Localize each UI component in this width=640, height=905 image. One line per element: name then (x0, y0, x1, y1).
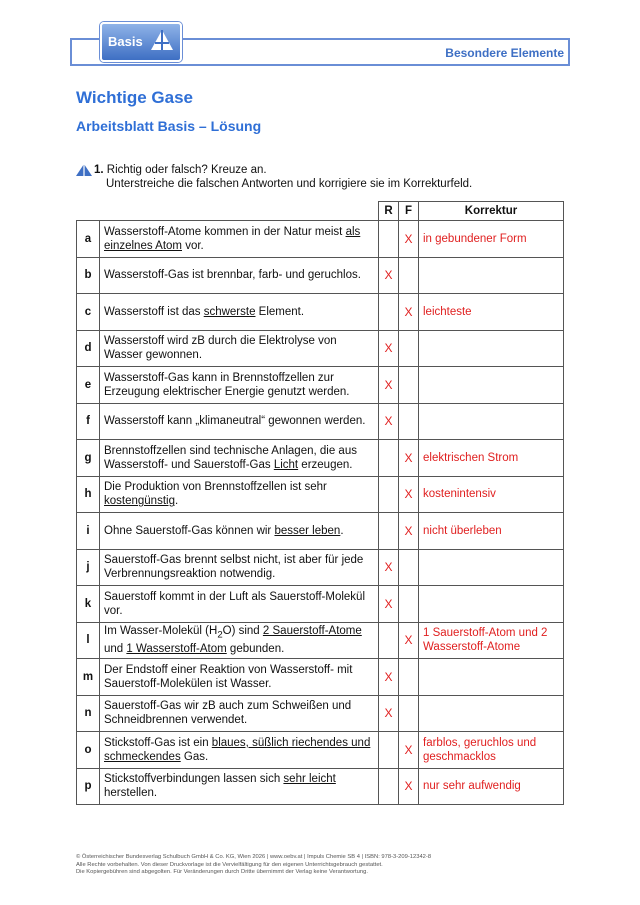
table-row (77, 367, 564, 404)
row-statement: Der Endstoff einer Reaktion von Wasserstoff- mit Sauerstoff-Molekülen ist Wasser. (100, 659, 379, 696)
row-richtig-mark: X (379, 659, 399, 696)
table-row (77, 294, 564, 331)
row-letter: p (77, 768, 100, 805)
task-line-1: Richtig oder falsch? Kreuze an. (106, 164, 267, 176)
table-row (77, 586, 564, 623)
row-falsch-mark (399, 367, 419, 404)
header-f: F (399, 202, 419, 221)
row-statement: Brennstoffzellen sind technische Anlagen, die aus Wasserstoff- und Sauerstoff-Gas Licht erzeugen. (100, 440, 379, 477)
row-statement: Sauerstoff-Gas wir zB auch zum Schweißen und Schneidbrennen verwendet. (100, 695, 379, 732)
row-statement: Wasserstoff-Gas kann in Brennstoffzellen zur Erzeugung elektrischer Energie genutzt werden. (100, 367, 379, 404)
row-statement: Wasserstoff-Gas ist brennbar, farb- und geruchlos. (100, 257, 379, 294)
row-richtig-mark: X (379, 549, 399, 586)
row-korrektur: kostenintensiv (419, 476, 564, 513)
table-row (77, 732, 564, 769)
row-falsch-mark (399, 403, 419, 440)
row-korrektur: nur sehr aufwendig (419, 768, 564, 805)
row-letter: d (77, 330, 100, 367)
row-statement: Stickstoff-Gas ist ein blaues, süßlich riechendes und schmeckendes Gas. (100, 732, 379, 769)
table-row (77, 695, 564, 732)
row-richtig-mark: X (379, 367, 399, 404)
row-statement: Ohne Sauerstoff-Gas können wir besser leben. (100, 513, 379, 550)
row-letter: o (77, 732, 100, 769)
table-row (77, 257, 564, 294)
logo-text: Basis (108, 34, 143, 49)
row-richtig-mark (379, 768, 399, 805)
row-richtig-mark: X (379, 586, 399, 623)
row-falsch-mark (399, 695, 419, 732)
row-richtig-mark (379, 440, 399, 477)
row-korrektur: leichteste (419, 294, 564, 331)
table-row (77, 659, 564, 696)
row-richtig-mark (379, 476, 399, 513)
row-korrektur (419, 403, 564, 440)
row-letter: k (77, 586, 100, 623)
table-row (77, 403, 564, 440)
section-label: Besondere Elemente (445, 46, 564, 60)
row-falsch-mark (399, 659, 419, 696)
row-falsch-mark: X (399, 768, 419, 805)
row-korrektur: in gebundener Form (419, 221, 564, 258)
basis-level-icon (76, 164, 92, 176)
row-falsch-mark: X (399, 440, 419, 477)
row-korrektur: elektrischen Strom (419, 440, 564, 477)
task-number: 1. (94, 164, 104, 176)
row-korrektur: farblos, geruchlos und geschmacklos (419, 732, 564, 769)
row-statement: Im Wasser-Molekül $(H_2O)$ sind 2 Sauerstoff-Atome und 1 Wasserstoff-Atom gebunden. (100, 622, 379, 659)
row-richtig-mark: X (379, 257, 399, 294)
row-korrektur: 1 Sauerstoff-Atom und 2 Wasserstoff-Atome (419, 622, 564, 659)
row-falsch-mark: X (399, 513, 419, 550)
row-statement: Wasserstoff kann „klimaneutral“ gewonnen werden. (100, 403, 379, 440)
row-statement: Sauerstoff-Gas brennt selbst nicht, ist aber für jede Verbrennungsreaktion notwendig. (100, 549, 379, 586)
pyramid-icon (150, 28, 174, 52)
table-row (77, 549, 564, 586)
header-r: R (379, 202, 399, 221)
row-korrektur (419, 330, 564, 367)
footer-line-3: Die Kopiergebühren sind abgegolten. Für Veränderungen durch Dritte übernimmt der Verlag keine Verantwortung. (76, 869, 368, 875)
row-letter: e (77, 367, 100, 404)
row-falsch-mark (399, 257, 419, 294)
row-richtig-mark (379, 221, 399, 258)
row-letter: l (77, 622, 100, 659)
row-richtig-mark (379, 513, 399, 550)
row-letter: i (77, 513, 100, 550)
row-letter: j (77, 549, 100, 586)
row-letter: f (77, 403, 100, 440)
row-falsch-mark (399, 549, 419, 586)
footer (76, 854, 431, 877)
page-title: Wichtige Gase (76, 88, 193, 107)
row-richtig-mark (379, 294, 399, 331)
row-falsch-mark: X (399, 294, 419, 331)
row-falsch-mark: X (399, 221, 419, 258)
row-statement: Wasserstoff wird zB durch die Elektrolyse von Wasser gewonnen. (100, 330, 379, 367)
footer-line-2: Alle Rechte vorbehalten. Von dieser Druckvorlage ist die Vervielfältigung für den eigenen Unterrichtsgebrauch gestattet. (76, 861, 383, 868)
row-letter: m (77, 659, 100, 696)
row-falsch-mark (399, 330, 419, 367)
header-blank (77, 202, 100, 221)
row-letter: a (77, 221, 100, 258)
row-letter: g (77, 440, 100, 477)
row-falsch-mark: X (399, 732, 419, 769)
row-statement: Wasserstoff ist das schwerste Element. (100, 294, 379, 331)
header-korrektur: Korrektur (419, 202, 564, 221)
row-statement: Die Produktion von Brennstoffzellen ist sehr kostengünstig. (100, 476, 379, 513)
row-korrektur (419, 695, 564, 732)
row-falsch-mark (399, 586, 419, 623)
table-header-row (77, 202, 564, 221)
row-korrektur: nicht überleben (419, 513, 564, 550)
row-letter: b (77, 257, 100, 294)
basis-logo (100, 22, 182, 62)
row-falsch-mark: X (399, 622, 419, 659)
row-statement: Stickstoffverbindungen lassen sich sehr leicht herstellen. (100, 768, 379, 805)
row-korrektur (419, 367, 564, 404)
row-letter: h (77, 476, 100, 513)
table-row (77, 768, 564, 805)
row-letter: c (77, 294, 100, 331)
row-korrektur (419, 659, 564, 696)
row-richtig-mark (379, 732, 399, 769)
table-row (77, 330, 564, 367)
header-blank-2 (100, 202, 379, 221)
task-line-2: Unterstreiche die falschen Antworten und korrigiere sie im Korrekturfeld. (106, 178, 473, 190)
table-row (77, 622, 564, 659)
task-instruction-1 (94, 164, 267, 176)
row-statement: Sauerstoff kommt in der Luft als Sauerstoff-Molekül vor. (100, 586, 379, 623)
table-row (77, 476, 564, 513)
table-row (77, 513, 564, 550)
row-letter: n (77, 695, 100, 732)
answer-table (76, 201, 564, 805)
row-korrektur (419, 586, 564, 623)
row-richtig-mark: X (379, 403, 399, 440)
row-falsch-mark: X (399, 476, 419, 513)
row-korrektur (419, 257, 564, 294)
footer-line-1: © Österreichischer Bundesverlag Schulbuch GmbH & Co. KG, Wien 2026 | www.oebv.at | Impuls Chemie SB 4 | ISBN: 978-3-209-12342-8 (76, 854, 432, 860)
row-richtig-mark: X (379, 330, 399, 367)
page-subtitle: Arbeitsblatt Basis – Lösung (76, 118, 262, 134)
row-richtig-mark: X (379, 695, 399, 732)
row-richtig-mark (379, 622, 399, 659)
table-row (77, 221, 564, 258)
row-korrektur (419, 549, 564, 586)
table-row (77, 440, 564, 477)
row-statement: Wasserstoff-Atome kommen in der Natur meist als einzelnes Atom vor. (100, 221, 379, 258)
